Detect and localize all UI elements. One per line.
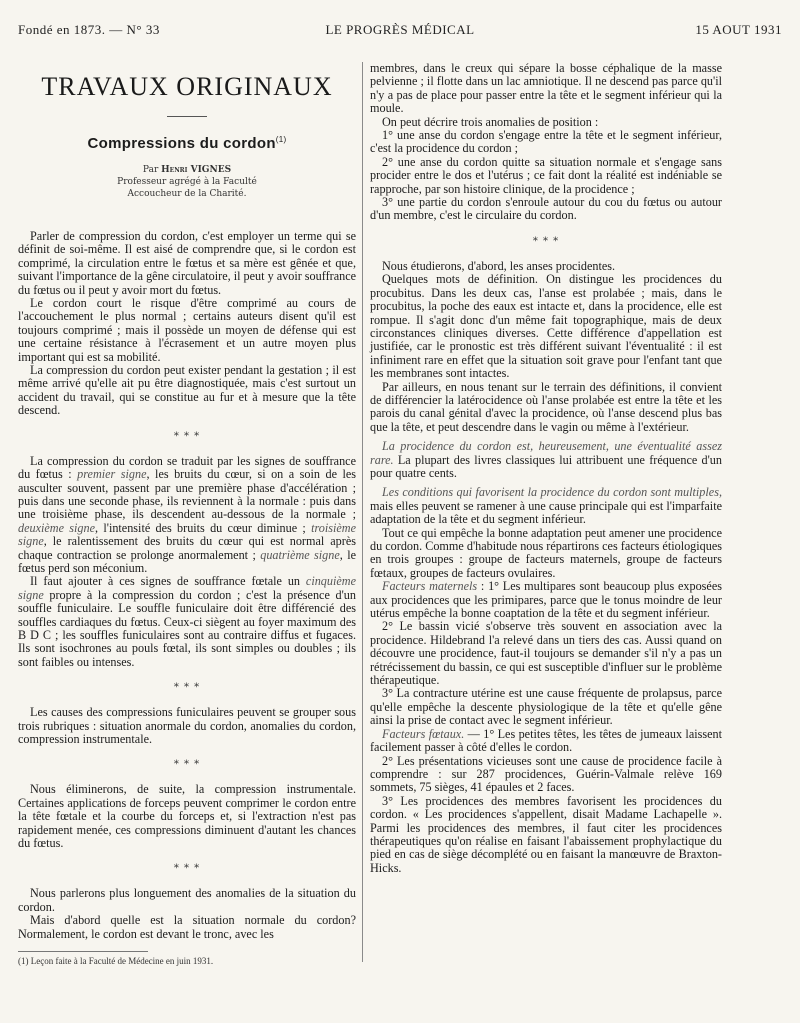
paragraph: Facteurs fœtaux. — 1° Les petites têtes, les têtes de jumeaux laissent facilement passer à côté d'elles le cordon. bbox=[370, 726, 722, 755]
paragraph: Nous étudierons, d'abord, les anses procidentes. bbox=[382, 258, 616, 273]
paragraph: Nous parlerons plus longuement des anomalies de la situation du cordon. bbox=[18, 886, 356, 914]
section-separator: * * * bbox=[173, 759, 201, 771]
paragraph: Quelques mots de définition. On distingue les procidences du procubitus. Dans les deux cas, l'anse est prolabée ; mais, dans le procubitus, la poche des eaux est intacte et, dans la procidence, elle est rompue. Il s'agit donc d'un même fait topographique, mais de deux circonstances cliniques diverses. Cette différence d'appellation est justifiée, car le pronostic est très différent suivant l'éventualité : il est infiniment rare en effet que la situation soit grave pour l'enfant tant que les membranes sont intactes. bbox=[370, 272, 722, 381]
article-title-text: Compressions du cordon bbox=[87, 135, 276, 152]
paragraph: Il faut ajouter à ces signes de souffrance fœtale un cinquième signe propre à la compression du cordon ; c'est la présence d'un souffle funiculaire. Le souffle funiculaire doit être différencié des souffles cardiaques du fœtus. Ceux-ci siègent au foyer maximum des B D C ; les souffles funiculaires sont au contraire diffus et fugaces. Ils sont isochrones au pouls fœtal, ils sont simples ou doubles ; ils sont faibles ou intenses. bbox=[18, 574, 356, 669]
paragraph: 2° Les présentations vicieuses sont une cause de procidence facile à comprendre : sur 287 procidences, Guérin-Valmale relève 169 sommets, 75 sièges, 41 épaules et 2 faces. bbox=[370, 753, 722, 795]
paragraph: Tout ce qui empêche la bonne adaptation peut amener une procidence du cordon. Comme d'habitude nous répartirons ces facteurs étiologiques en trois groupes : groupe de facteurs maternels, groupe de facteurs fœtaux, groupes de facteurs ovulaires. bbox=[370, 525, 722, 580]
rubric-rule bbox=[167, 116, 207, 117]
header-founded: Fondé en 1873. — N° 33 bbox=[18, 22, 160, 37]
section-separator: * * * bbox=[173, 682, 201, 694]
paragraph: On peut décrire trois anomalies de position : bbox=[382, 114, 599, 129]
paragraph: membres, dans le creux qui sépare la bosse céphalique de la masse pelvienne ; il flotte dans un lac amniotique. Il ne descend pas parce qu'il n'y a pas de place pour passer entre la tête et le segment inférieur qui la moule. bbox=[370, 61, 722, 116]
section-separator: * * * bbox=[532, 235, 560, 247]
paragraph: 3° La contracture utérine est une cause fréquente de prolapsus, parce qu'elle empêche la descente physiologique de la tête et qu'elle gêne ainsi la prise de contact avec le segment inférieur. bbox=[370, 686, 722, 728]
paragraph: 3° une partie du cordon s'enroule autour du cou du fœtus ou autour d'un membre, c'est le circulaire du cordon. bbox=[370, 195, 722, 223]
paragraph: Par ailleurs, en nous tenant sur le terrain des définitions, il convient de différencier la latérocidence où l'anse prolabée est entre la tête et les parois du canal génital d'avec la procidence, où l'anse descend plus bas que la tête, et peut descendre dans le vagin ou même à l'extérieur. bbox=[370, 379, 722, 434]
paragraph: Nous éliminerons, de suite, la compression instrumentale. Certaines applications de forceps peuvent comprimer le cordon entre la tête fœtale et la courbe du forceps et, si l'extraction n'est pas rapidement menée, ces compressions diminuent d'autant les chances du fœtus. bbox=[18, 782, 356, 851]
header-journal-title: LE PROGRÈS MÉDICAL bbox=[325, 22, 475, 37]
footnote: (1) Leçon faite à la Faculté de Médecine en juin 1931. bbox=[18, 956, 214, 967]
paragraph: 3° Les procidences des membres favorisent les procidences du cordon. « Les procidences s'appellent, disait Madame Lachapelle ». Parmi les procidences des membres, il faut citer les procidences thérapeutiques qu'on réalise en faisant l'abaissement prophylactique du pied en cas de siège décomplété ou en faisant la manœuvre de Braxton-Hicks. bbox=[370, 793, 722, 875]
author-affiliation-1: Professeur agrégé à la Faculté bbox=[117, 177, 257, 187]
author-name: Henri VIGNES bbox=[161, 165, 232, 175]
section-separator: * * * bbox=[173, 430, 201, 442]
header-date: 15 AOUT 1931 bbox=[695, 22, 782, 37]
author-affiliation-2: Accoucheur de la Charité. bbox=[127, 189, 247, 199]
section-separator: * * * bbox=[173, 863, 201, 875]
paragraph: Mais d'abord quelle est la situation normale du cordon? Normalement, le cordon est devant le tronc, avec les bbox=[18, 913, 356, 941]
paragraph: La procidence du cordon est, heureusement, une éventualité assez rare. La plupart des livres classiques lui attribuent une fréquence d'un pour quatre cents. bbox=[370, 439, 722, 480]
left-column bbox=[18, 62, 356, 966]
paragraph: Parler de compression du cordon, c'est employer un terme qui se définit de soi-même. Il est aisé de comprendre que, si le cordon est comprimé, la circulation entre le fœtus et sa mère est gênée et que, suivant l'importance de la gêne circulatoire, il peut y avoir souffrance du fœtus ou il peut y avoir mort du fœtus. bbox=[18, 229, 357, 297]
paragraph: 2° une anse du cordon quitte sa situation normale et s'engage sans procider entre le dos et l'utérus ; ce fait dont la réalité est indéniable se rapproche, par son histoire clinique, de la procidence ; bbox=[370, 154, 722, 196]
title-footnote-mark: (1) bbox=[275, 135, 287, 144]
byline bbox=[18, 164, 356, 200]
paragraph: Le cordon court le risque d'être comprimé au cours de l'accouchement le plus normal ; certains auteurs disent qu'il est toujours comprimé ; mais il possède un moyen de défense qui est une certaine résistance à l'écrasement et un autre moyen plus important qui est sa mobilité. bbox=[18, 296, 356, 364]
paragraph: Les conditions qui favorisent la procidence du cordon sont multiples, mais elles peuvent se ramener à une cause principale qui est l'imparfaite adaptation de la tête et du segment inférieur. bbox=[370, 485, 722, 527]
paragraph: Les causes des compressions funiculaires peuvent se grouper sous trois rubriques : situation anormale du cordon, anomalies du cordon, compression instrumentale. bbox=[18, 705, 356, 746]
paragraph: La compression du cordon peut exister pendant la gestation ; il est même arrivé qu'elle ait pu être diagnostiquée, mais c'est surtout un accident du travail, qui se constitue au fur et à mesure que la tête descend. bbox=[18, 363, 356, 418]
paragraph: 2° Le bassin vicié s'observe très souvent en association avec la procidence. Hildebrand l'a relevé dans un tiers des cas. Aussi quand on découvre une procidence, faut-il toujours se demander s'il n'y a pas un rétrécissement du bassin, ce qui est susceptible d'influer sur le problème thérapeutique. bbox=[370, 619, 722, 688]
right-column bbox=[370, 62, 722, 875]
column-divider bbox=[362, 62, 363, 962]
paragraph: 1° une anse du cordon s'engage entre la tête et le segment inférieur, c'est la procidence du cordon ; bbox=[370, 128, 722, 156]
footnote-rule bbox=[18, 951, 148, 952]
paragraph: Facteurs maternels : 1° Les multipares sont beaucoup plus exposées aux procidences que les primipares, parce que le tonus moindre de leur utérus empêche la bonne coaptation de la tête et du segment inférieur. bbox=[370, 579, 722, 621]
byline-prefix: Par bbox=[142, 165, 159, 175]
running-header bbox=[18, 22, 782, 40]
article-title bbox=[18, 135, 356, 152]
section-rubric: TRAVAUX ORIGINAUX bbox=[41, 72, 333, 101]
paragraph: La compression du cordon se traduit par les signes de souffrance du fœtus : premier signe, les bruits du cœur, si on a soin de les ausculter souvent, passent par une première phase d'accélération ; puis dans une seconde phase, ils reviennent à la normale : puis dans une troisième phase, ils descendent au-dessous de la normale ; deuxième signe, l'intensité des bruits du cœur diminue ; troisième signe, le ralentissement des bruits du cœur qui est normal après chaque contraction se prolonge anormalement ; quatrième signe, le fœtus perd son méconium. bbox=[18, 453, 357, 575]
